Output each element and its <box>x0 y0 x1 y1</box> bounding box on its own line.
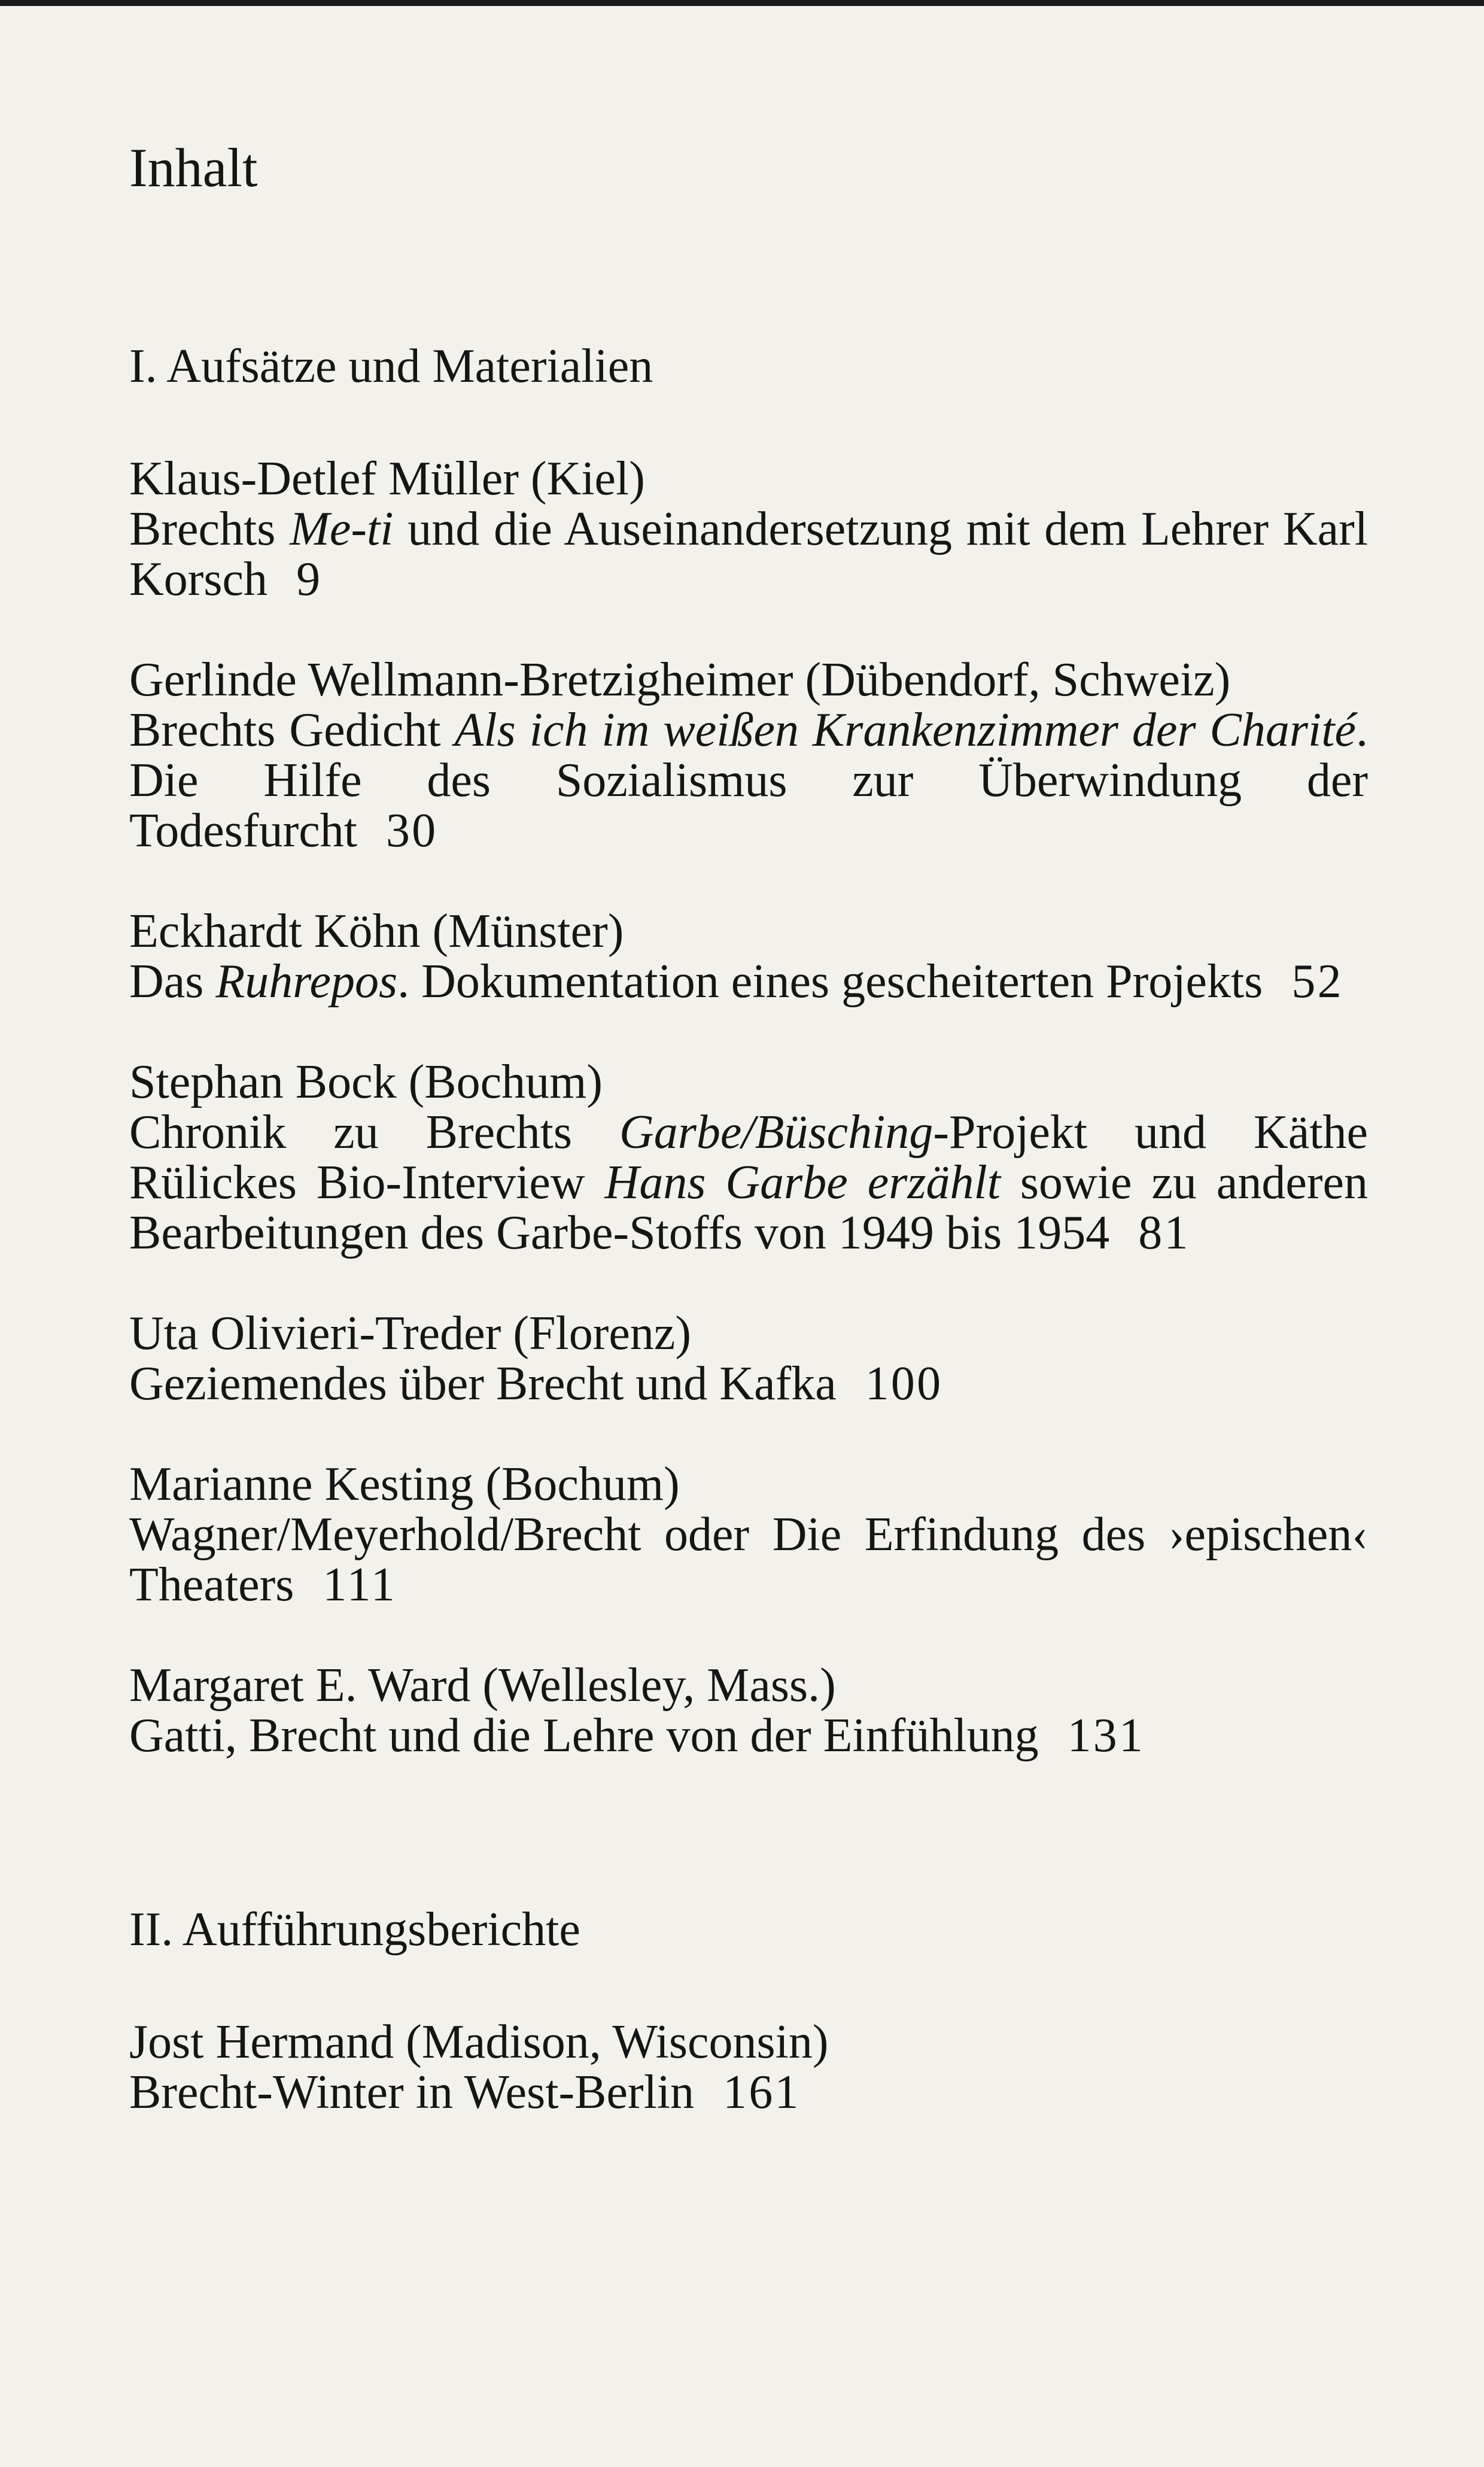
entry-title <box>129 2067 1368 2117</box>
top-edge-rule <box>0 0 1484 6</box>
entry-title-text: -Projekt und Käthe Rülickes Bio-Interview <box>129 1106 1368 1209</box>
toc-entry <box>129 454 1368 604</box>
entry-title-text: sowie zu anderen Bearbeitungen des Garbe-Stoffs von 1949 bis 1954 <box>129 1156 1369 1259</box>
entry-title-text: Brecht-Winter in West-Berlin <box>129 2066 695 2119</box>
entry-title-italic: Me-ti <box>290 503 394 555</box>
section-heading: II. Aufführungsberichte <box>129 1903 580 1956</box>
entry-title-italic: Ruhrepos <box>215 955 398 1008</box>
entry-title <box>129 705 1368 856</box>
table-of-contents <box>129 138 1368 2168</box>
entry-title-italic: Als ich im weißen Krankenzimmer der Charité <box>454 704 1356 756</box>
entry-page-number: 9 <box>296 553 323 606</box>
entry-author: Margaret E. Ward (Wellesley, Mass.) <box>129 1659 836 1712</box>
entry-page-number: 81 <box>1138 1207 1190 1259</box>
entry-author: Uta Olivieri-Treder (Florenz) <box>129 1307 691 1360</box>
entry-author: Jost Hermand (Madison, Wisconsin) <box>129 2016 829 2068</box>
page-title: Inhalt <box>129 137 258 198</box>
entry-title <box>129 504 1368 604</box>
entry-title <box>129 1107 1368 1258</box>
entry-title-text: und die Auseinandersetzung mit dem Lehrer Karl Korsch <box>129 503 1369 606</box>
entry-page-number: 52 <box>1291 955 1343 1008</box>
toc-section <box>129 341 1368 1761</box>
toc-entry <box>129 1057 1368 1258</box>
entry-author: Gerlinde Wellmann-Bretzigheimer (Dübendorf, Schweiz) <box>129 654 1231 706</box>
entry-page-number: 131 <box>1067 1709 1145 1762</box>
entry-author: Marianne Kesting (Bochum) <box>129 1458 680 1511</box>
entry-page-number: 161 <box>723 2066 801 2119</box>
toc-sections <box>129 341 1368 2117</box>
toc-entry <box>129 906 1368 1007</box>
entry-title-text: . Dokumentation eines gescheiterten Projekts <box>397 955 1263 1008</box>
entry-author: Klaus-Detlef Müller (Kiel) <box>129 452 645 505</box>
entry-title-text: Brechts Gedicht <box>129 704 455 756</box>
toc-entry <box>129 1660 1368 1761</box>
toc-entry <box>129 2017 1368 2117</box>
entry-author: Stephan Bock (Bochum) <box>129 1056 603 1108</box>
toc-entry <box>129 1459 1368 1610</box>
entry-title <box>129 1509 1368 1610</box>
entry-title-text: Gatti, Brecht und die Lehre von der Einfühlung <box>129 1709 1039 1762</box>
entry-title <box>129 1711 1368 1761</box>
entry-page-number: 111 <box>323 1558 397 1611</box>
entry-title-italic: Hans Garbe erzählt <box>604 1156 1001 1209</box>
section-heading: I. Aufsätze und Materialien <box>129 340 653 393</box>
entry-title <box>129 1359 1368 1409</box>
entry-title-italic: Garbe/Büsching <box>619 1106 933 1159</box>
toc-entry <box>129 1308 1368 1409</box>
entry-author: Eckhardt Köhn (Münster) <box>129 905 624 958</box>
entry-page-number: 30 <box>385 804 438 857</box>
entry-title-text: Das <box>129 955 216 1008</box>
entry-title-text: Geziemendes über Brecht und Kafka <box>129 1357 837 1410</box>
toc-entry <box>129 655 1368 856</box>
entry-title-text: Brechts <box>129 503 290 555</box>
entry-page-number: 100 <box>865 1357 943 1410</box>
entry-title-text: . Die Hilfe des Sozialismus zur Überwindung der Todesfurcht <box>129 704 1368 857</box>
toc-section <box>129 1904 1368 2117</box>
entry-title <box>129 956 1368 1007</box>
entry-title-text: Chronik zu Brechts <box>129 1106 619 1159</box>
entry-title-text: Wagner/Meyerhold/Brecht oder Die Erfindung des ›epischen‹ Theaters <box>129 1508 1368 1611</box>
